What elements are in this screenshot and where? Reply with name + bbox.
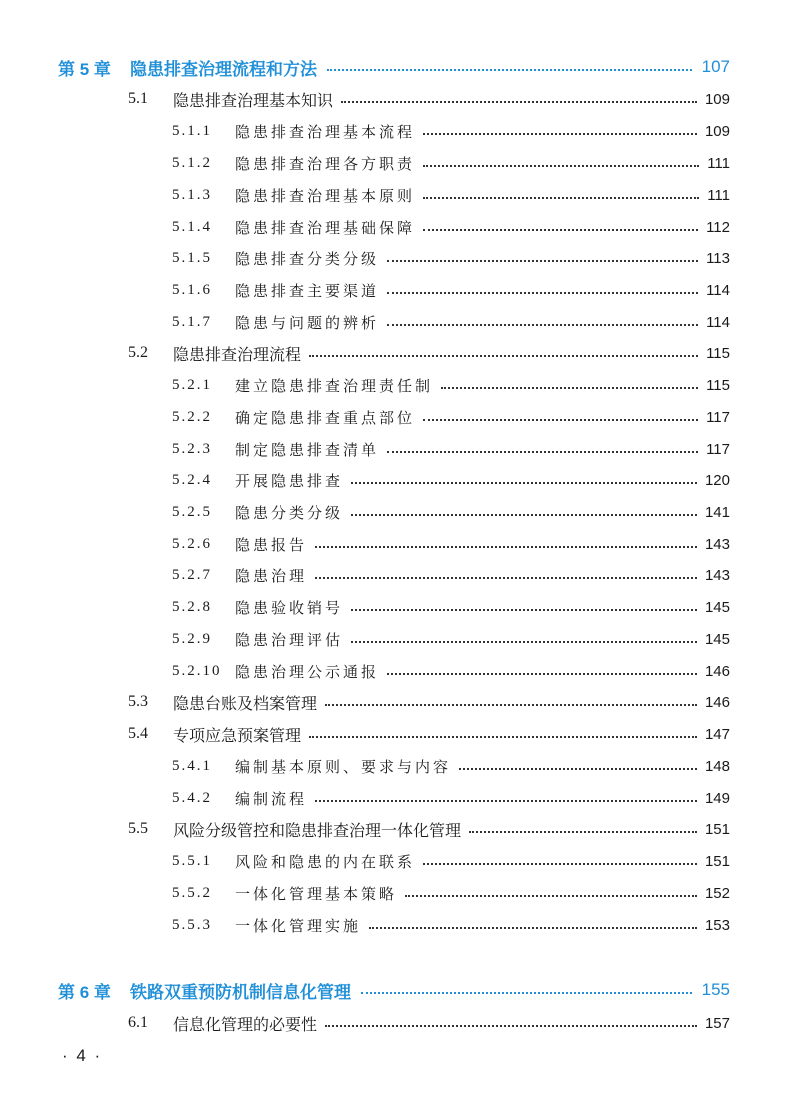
toc-entry-title: 一体化管理实施 [235,916,362,935]
toc-sub-entry [172,627,730,651]
toc-entry-title: 隐患治理 [235,566,308,585]
dot-leader [361,992,692,994]
dot-leader [423,165,699,167]
toc-entry-title: 隐患排查治理基本原则 [235,186,416,205]
toc-entry-number: 5.4.2 [172,789,212,806]
toc-sub-entry [172,595,730,619]
dot-leader [387,292,698,294]
toc-entry-number: 5.1.7 [172,313,212,330]
toc-entry-title: 编制基本原则、要求与内容 [235,757,452,776]
toc-entry-title: 编制流程 [235,789,308,808]
dot-leader [423,229,698,231]
toc-sub-entry [172,754,730,778]
toc-entry-title: 隐患报告 [235,535,308,554]
toc-chapter-entry [58,55,730,79]
dot-leader [325,704,697,706]
toc-entry-title: 隐患验收销号 [235,598,344,617]
toc-entry-page: 147 [704,725,730,743]
toc-entry-title: 专项应急预案管理 [173,725,302,745]
toc-entry-title: 隐患排查治理基础保障 [235,218,416,237]
toc-section-entry [128,817,730,841]
dot-leader [315,577,697,579]
toc-entry-page: 115 [706,344,730,362]
toc-entry-page: 151 [704,820,730,838]
toc-sub-entry [172,151,730,175]
toc-entry-title: 隐患台账及档案管理 [173,693,318,713]
toc-entry-title: 制定隐患排查清单 [235,440,380,459]
toc-entry-page: 111 [707,186,730,204]
dot-leader [351,641,697,643]
dot-leader [315,546,697,548]
toc-entry-title: 确定隐患排查重点部位 [235,408,416,427]
toc-entry-page: 141 [704,503,730,521]
toc-entry-number: 5.1.1 [172,122,212,139]
toc-entry-page: 152 [704,884,730,902]
toc-entry-page: 114 [706,281,730,299]
toc-section-entry [128,1011,730,1035]
toc-entry-page: 149 [704,789,730,807]
toc-sub-entry [172,246,730,270]
toc-entry-title: 风险和隐患的内在联系 [235,852,416,871]
page-number: · 4 · [62,1046,103,1065]
toc-entry-page: 107 [701,57,730,76]
dot-leader [327,69,692,71]
toc-entry-page: 117 [706,408,730,426]
toc-entry-number: 5.5.3 [172,916,212,933]
toc-entry-number: 5.2.2 [172,408,212,425]
toc-entry-page: 112 [706,218,730,236]
toc-entry-number: 5.2.9 [172,630,212,647]
toc-sub-entry [172,881,730,905]
toc-entry-title: 隐患与问题的辨析 [235,313,380,332]
toc-sub-entry [172,659,730,683]
dot-leader [423,863,697,865]
toc-entry-title: 信息化管理的必要性 [173,1014,318,1034]
dot-leader [469,831,697,833]
toc-sub-entry [172,532,730,556]
toc-entry-number: 5.5 [128,820,148,837]
toc-entry-number: 5.1.6 [172,281,212,298]
toc-entry-page: 143 [704,535,730,553]
dot-leader [309,355,698,357]
toc-entry-title: 开展隐患排查 [235,471,344,490]
toc-entry-number: 5.1.2 [172,154,212,171]
toc-chapter-entry [58,978,730,1002]
toc-entry-number: 5.2.3 [172,440,212,457]
toc-sub-entry [172,468,730,492]
toc-entry-title: 隐患分类分级 [235,503,344,522]
toc-entry-page: 145 [704,630,730,648]
toc-sub-entry [172,119,730,143]
toc-entry-number: 5.2.10 [172,662,222,679]
toc-sub-entry [172,849,730,873]
toc-entry-page: 146 [704,693,730,711]
toc-sub-entry [172,405,730,429]
toc-entry-number: 5.1.4 [172,218,212,235]
toc-entry-number: 5.3 [128,693,148,710]
dot-leader [459,768,697,770]
toc-entry-number: 5.2.6 [172,535,212,552]
toc-entry-title: 隐患治理评估 [235,630,344,649]
toc-sub-entry [172,500,730,524]
toc-entry-number: 5.2.1 [172,376,212,393]
toc-entry-page: 146 [704,662,730,680]
dot-leader [369,927,697,929]
toc-entry-page: 157 [704,1014,730,1032]
toc-entry-title: 隐患排查分类分级 [235,249,380,268]
toc-entry-page: 143 [704,566,730,584]
dot-leader [315,800,697,802]
toc-entry-page: 120 [704,471,730,489]
toc-entry-title: 一体化管理基本策略 [235,884,398,903]
toc-entry-number: 5.4 [128,725,148,742]
toc-entry-number: 6.1 [128,1014,148,1031]
toc-entry-number: 5.2.7 [172,566,212,583]
toc-section-entry [128,690,730,714]
dot-leader [423,197,699,199]
toc-entry-number: 第 5 章 [58,59,111,79]
dot-leader [387,451,698,453]
toc-section-entry [128,341,730,365]
dot-leader [309,736,697,738]
toc-entry-title: 隐患排查治理流程和方法 [130,59,317,79]
toc-entry-title: 隐患治理公示通报 [235,662,380,681]
toc-sub-entry [172,563,730,587]
toc-sub-entry [172,913,730,937]
toc-entry-title: 铁路双重预防机制信息化管理 [130,982,351,1002]
dot-leader [405,895,697,897]
toc-entry-title: 隐患排查治理各方职责 [235,154,416,173]
dot-leader [423,419,698,421]
dot-leader [351,482,697,484]
toc-entry-number: 第 6 章 [58,982,111,1002]
toc-entry-page: 153 [704,916,730,934]
toc-entry-title: 隐患排查主要渠道 [235,281,380,300]
toc-entry-page: 117 [706,440,730,458]
toc-entry-number: 5.2.8 [172,598,212,615]
dot-leader [387,260,698,262]
toc-entry-page: 155 [701,980,730,999]
toc-entry-page: 111 [707,154,730,172]
toc-entry-number: 5.1.3 [172,186,212,203]
toc-sub-entry [172,373,730,397]
toc-sub-entry [172,215,730,239]
toc-entry-number: 5.2.4 [172,471,212,488]
toc-entry-title: 隐患排查治理基本流程 [235,122,416,141]
toc-entry-number: 5.5.1 [172,852,212,869]
toc-entry-page: 115 [706,376,730,394]
dot-leader [441,387,698,389]
toc-entry-number: 5.2 [128,344,148,361]
dot-leader [351,609,697,611]
toc-entry-page: 114 [706,313,730,331]
dot-leader [325,1025,697,1027]
toc-entry-page: 113 [706,249,730,267]
dot-leader [387,673,697,675]
dot-leader [387,324,698,326]
dot-leader [423,133,697,135]
toc-sub-entry [172,278,730,302]
toc-entry-page: 151 [704,852,730,870]
toc-entry-title: 风险分级管控和隐患排查治理一体化管理 [173,820,462,840]
toc-entry-number: 5.2.5 [172,503,212,520]
toc-entry-number: 5.1 [128,90,148,107]
toc-sub-entry [172,310,730,334]
toc-entry-title: 隐患排查治理流程 [173,344,302,364]
toc-sub-entry [172,437,730,461]
toc-entry-number: 5.4.1 [172,757,212,774]
dot-leader [341,101,697,103]
toc-entry-page: 145 [704,598,730,616]
toc-sub-entry [172,183,730,207]
toc-entry-title: 建立隐患排查治理责任制 [235,376,434,395]
toc-entry-page: 109 [704,122,730,140]
dot-leader [351,514,697,516]
toc-entry-page: 109 [704,90,730,108]
toc-entry-number: 5.5.2 [172,884,212,901]
toc-section-entry [128,87,730,111]
toc-entry-title: 隐患排查治理基本知识 [173,90,334,110]
toc-section-entry [128,722,730,746]
toc-sub-entry [172,786,730,810]
toc-entry-page: 148 [704,757,730,775]
toc-entry-number: 5.1.5 [172,249,212,266]
